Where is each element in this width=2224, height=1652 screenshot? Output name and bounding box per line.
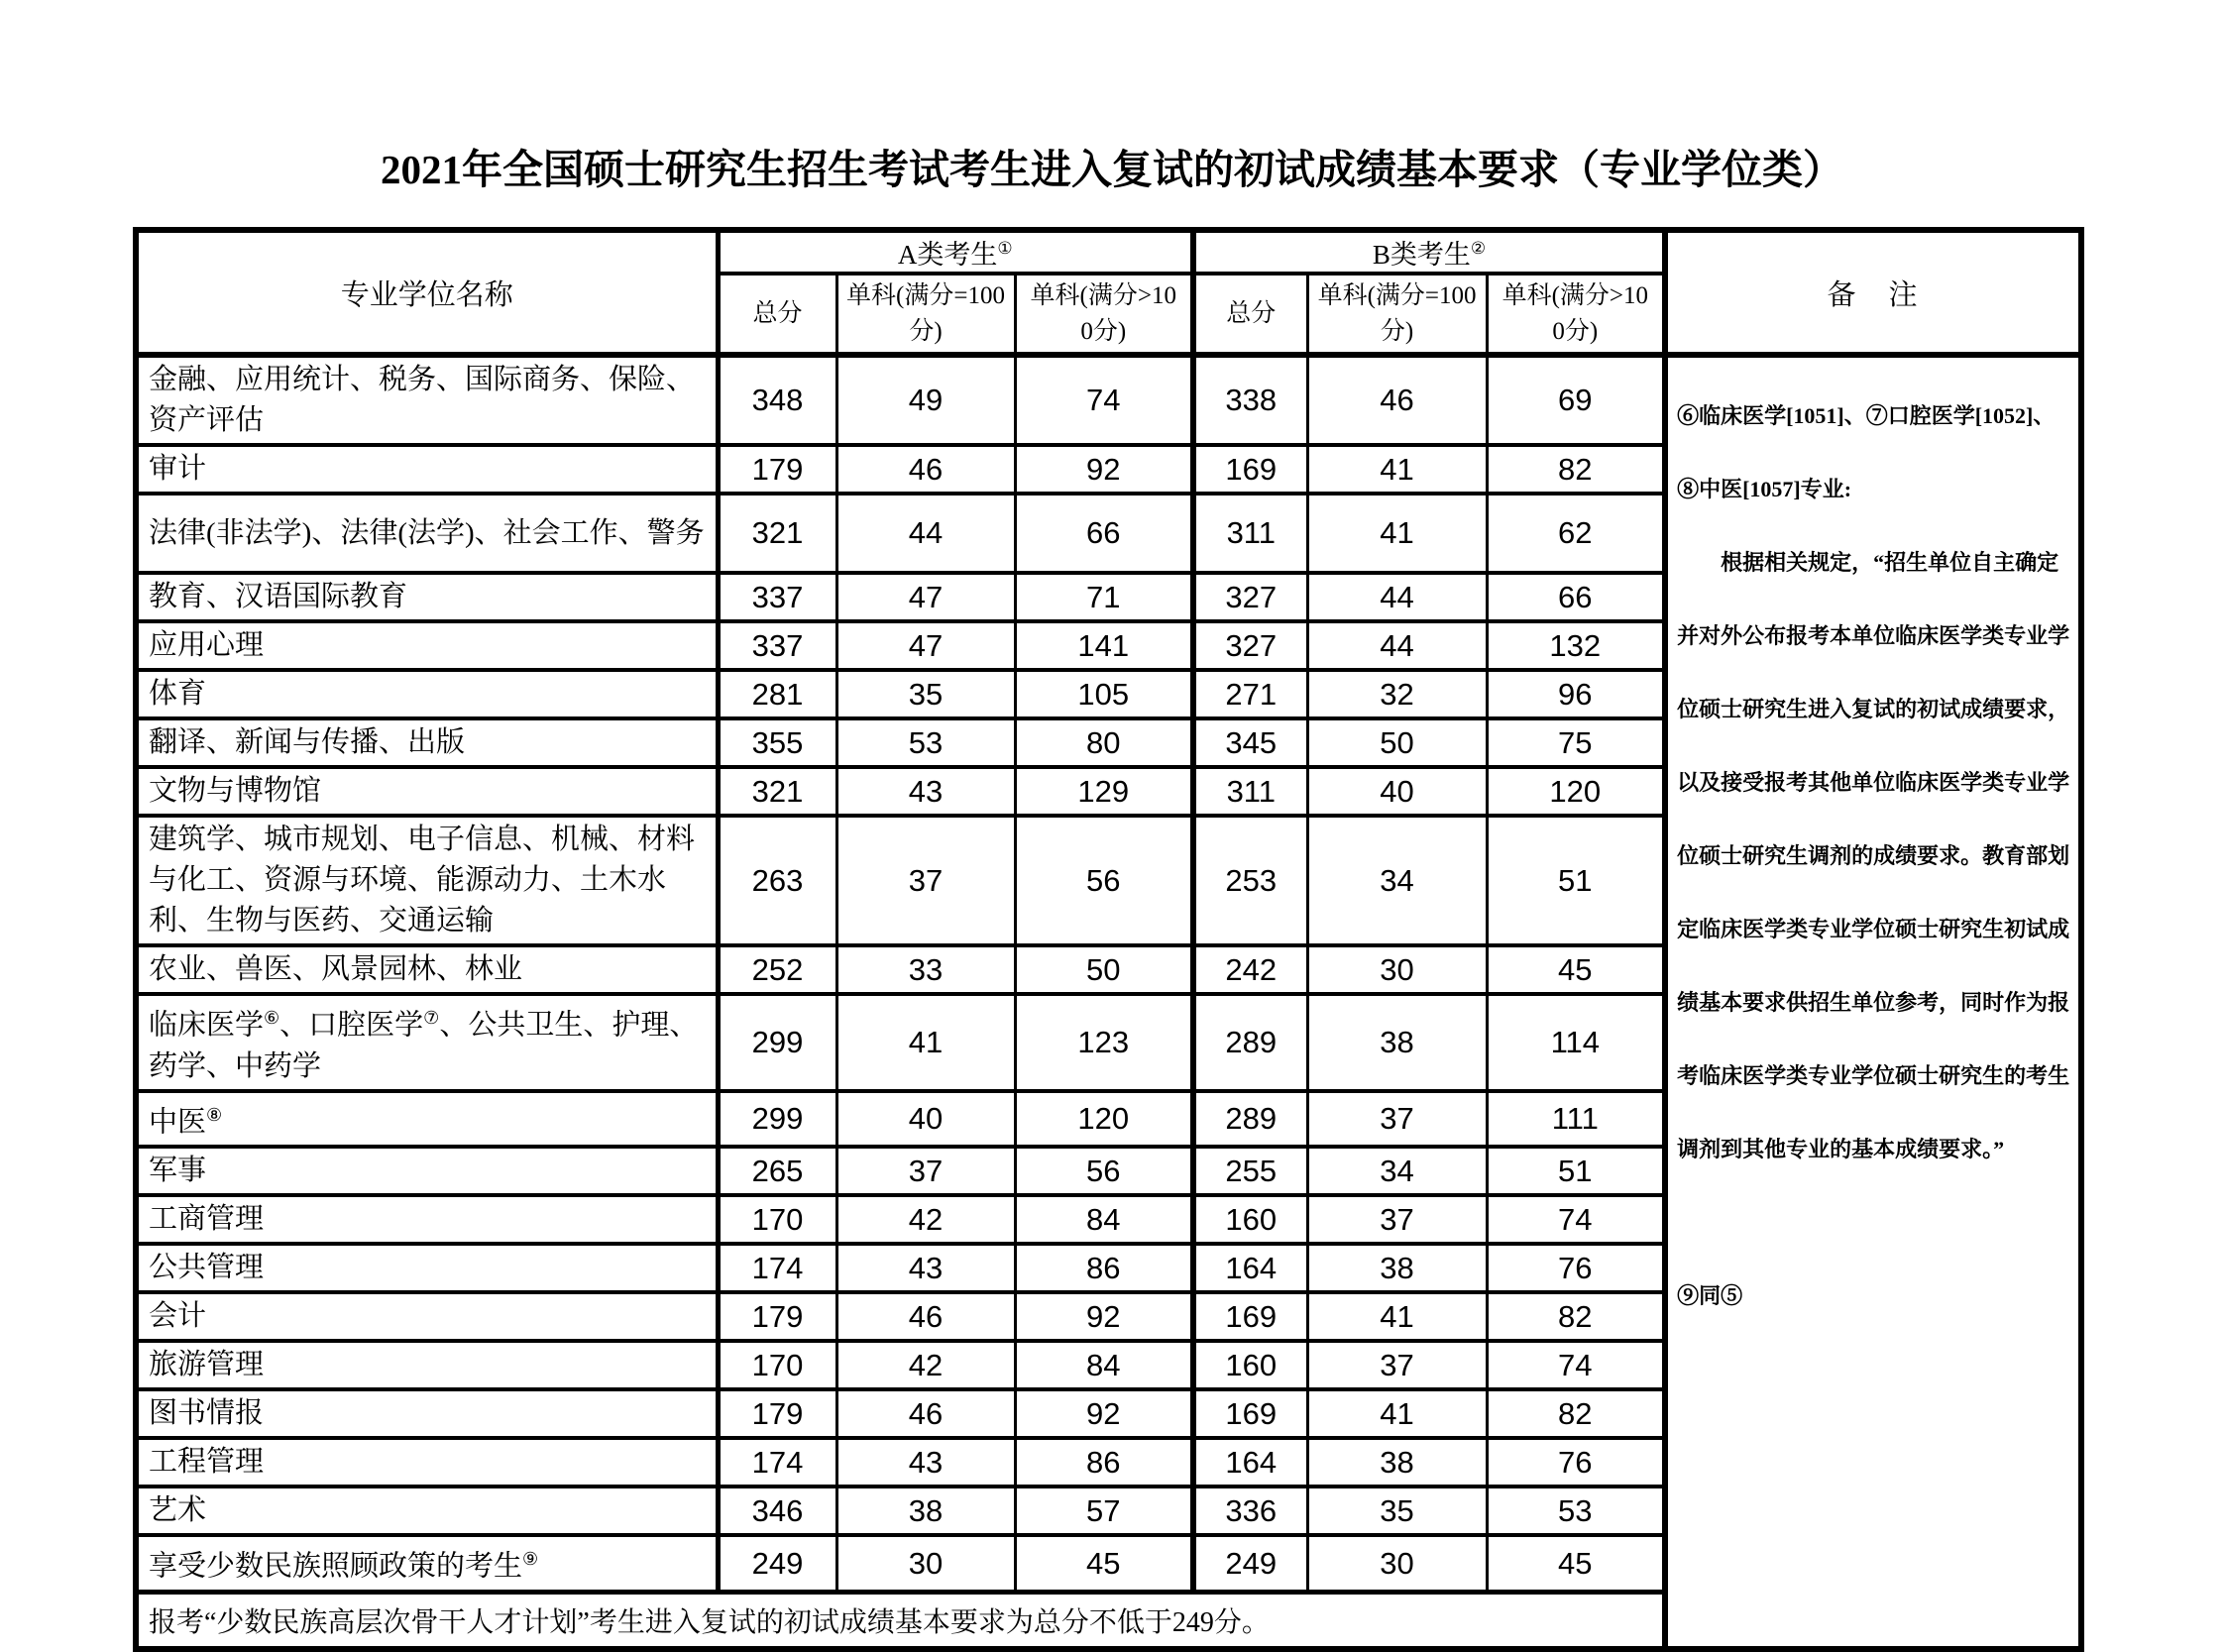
header-remarks: 备 注 [1665,230,2081,355]
score-cell: 74 [1487,1195,1665,1244]
score-cell: 105 [1015,670,1193,718]
score-cell: 327 [1193,573,1307,621]
score-cell: 132 [1487,621,1665,670]
remarks-cell [1665,355,2081,1649]
remark-line: 绩基本要求供招生单位参考，同时作为报 [1677,990,2070,1015]
degree-name-cell: 艺术 [136,1487,718,1535]
page-title: 2021年全国硕士研究生招生考试考生进入复试的初试成绩基本要求（专业学位类） [381,147,1843,192]
score-cell: 271 [1193,670,1307,718]
score-cell: 53 [1487,1487,1665,1535]
score-cell: 38 [836,1487,1015,1535]
score-table [133,227,2084,1652]
subheader-a-single-over100: 单科(满分>100分) [1015,274,1193,355]
score-cell: 336 [1193,1487,1307,1535]
degree-name-cell: 公共管理 [136,1244,718,1292]
score-cell: 62 [1487,494,1665,573]
score-cell: 114 [1487,994,1665,1091]
score-cell: 46 [836,1389,1015,1438]
score-cell: 75 [1487,718,1665,767]
score-cell: 35 [836,670,1015,718]
score-cell: 56 [1015,1147,1193,1195]
score-cell: 337 [718,621,836,670]
remark-line: 以及接受报考其他单位临床医学类专业学 [1677,770,2070,795]
score-cell: 33 [836,945,1015,994]
score-cell: 321 [718,767,836,816]
score-cell: 169 [1193,1292,1307,1341]
score-cell: 45 [1015,1535,1193,1592]
remark-line: 考临床医学类专业学位硕士研究生的考生 [1677,1063,2070,1088]
score-cell: 66 [1487,573,1665,621]
score-cell: 44 [1307,621,1487,670]
score-cell: 345 [1193,718,1307,767]
score-cell: 327 [1193,621,1307,670]
score-cell: 32 [1307,670,1487,718]
remark-line: ⑨同⑤ [1677,1283,1743,1308]
header-group-b-label: B类考生 [1372,240,1471,270]
score-cell: 170 [718,1341,836,1389]
remark-line: 位硕士研究生进入复试的初试成绩要求， [1677,697,2070,721]
score-cell: 40 [1307,767,1487,816]
score-cell: 255 [1193,1147,1307,1195]
score-cell: 44 [1307,573,1487,621]
score-cell: 346 [718,1487,836,1535]
score-cell: 355 [718,718,836,767]
score-cell: 164 [1193,1244,1307,1292]
score-cell: 66 [1015,494,1193,573]
remark-line: 调剂到其他专业的基本成绩要求。” [1677,1137,2005,1161]
score-cell: 41 [1307,1389,1487,1438]
remark-line: 并对外公布报考本单位临床医学类专业学 [1677,623,2070,648]
score-cell: 242 [1193,945,1307,994]
remark-line: 根据相关规定，“招生单位自主确定 [1677,550,2059,575]
score-cell: 53 [836,718,1015,767]
score-cell: 47 [836,621,1015,670]
score-cell: 338 [1193,355,1307,445]
score-cell: 44 [836,494,1015,573]
score-cell: 51 [1487,816,1665,945]
score-cell: 76 [1487,1244,1665,1292]
header-group-a-label: A类考生 [897,240,998,270]
score-cell: 30 [1307,945,1487,994]
degree-name-cell: 翻译、新闻与传播、出版 [136,718,718,767]
subheader-a-total: 总分 [718,274,836,355]
remark-line: ⑧中医[1057]专业: [1677,477,1852,501]
score-cell: 41 [836,994,1015,1091]
score-cell: 252 [718,945,836,994]
subheader-b-total: 总分 [1193,274,1307,355]
score-cell: 41 [1307,445,1487,494]
score-cell: 37 [1307,1341,1487,1389]
degree-name-cell: 文物与博物馆 [136,767,718,816]
score-cell: 92 [1015,1292,1193,1341]
score-cell: 170 [718,1195,836,1244]
score-cell: 38 [1307,1244,1487,1292]
score-cell: 47 [836,573,1015,621]
score-cell: 311 [1193,767,1307,816]
score-cell: 337 [718,573,836,621]
remark-line: ⑥临床医学[1051]、⑦口腔医学[1052]、 [1677,403,2056,428]
score-cell: 37 [1307,1091,1487,1148]
score-cell: 311 [1193,494,1307,573]
header-group-b [1193,230,1665,274]
score-cell: 169 [1193,445,1307,494]
score-cell: 74 [1015,355,1193,445]
score-cell: 76 [1487,1438,1665,1487]
score-cell: 43 [836,767,1015,816]
score-cell: 141 [1015,621,1193,670]
score-cell: 179 [718,445,836,494]
score-cell: 348 [718,355,836,445]
subheader-b-single-over100: 单科(满分>100分) [1487,274,1665,355]
degree-name-cell: 享受少数民族照顾政策的考生⑨ [136,1535,718,1592]
score-cell: 129 [1015,767,1193,816]
score-cell: 179 [718,1389,836,1438]
score-cell: 42 [836,1341,1015,1389]
score-cell: 51 [1487,1147,1665,1195]
score-cell: 120 [1015,1091,1193,1148]
degree-name-cell: 农业、兽医、风景园林、林业 [136,945,718,994]
score-cell: 57 [1015,1487,1193,1535]
score-cell: 84 [1015,1195,1193,1244]
score-cell: 281 [718,670,836,718]
score-cell: 56 [1015,816,1193,945]
score-cell: 82 [1487,445,1665,494]
score-cell: 38 [1307,994,1487,1091]
score-cell: 46 [836,1292,1015,1341]
footnote-mark-2: ② [1470,239,1487,258]
footnote-mark-1: ① [997,239,1013,258]
degree-name-cell: 旅游管理 [136,1341,718,1389]
score-cell: 69 [1487,355,1665,445]
score-cell: 164 [1193,1438,1307,1487]
score-cell: 35 [1307,1487,1487,1535]
degree-name-cell: 中医⑧ [136,1091,718,1148]
score-cell: 42 [836,1195,1015,1244]
score-cell: 299 [718,994,836,1091]
score-cell: 96 [1487,670,1665,718]
score-cell: 84 [1015,1341,1193,1389]
score-cell: 40 [836,1091,1015,1148]
score-cell: 299 [718,1091,836,1148]
score-cell: 249 [718,1535,836,1592]
header-group-a [718,230,1193,274]
score-cell: 86 [1015,1438,1193,1487]
degree-name-cell: 应用心理 [136,621,718,670]
degree-name-cell: 图书情报 [136,1389,718,1438]
degree-name-cell: 审计 [136,445,718,494]
score-cell: 37 [836,816,1015,945]
score-cell: 45 [1487,1535,1665,1592]
score-cell: 34 [1307,1147,1487,1195]
score-cell: 82 [1487,1389,1665,1438]
score-cell: 30 [836,1535,1015,1592]
score-cell: 71 [1015,573,1193,621]
score-cell: 160 [1193,1341,1307,1389]
score-cell: 74 [1487,1341,1665,1389]
score-cell: 50 [1307,718,1487,767]
degree-name-cell: 工程管理 [136,1438,718,1487]
score-cell: 37 [1307,1195,1487,1244]
score-cell: 80 [1015,718,1193,767]
table-body [136,355,2081,1649]
table-header [136,230,2081,355]
score-cell: 179 [718,1292,836,1341]
score-cell: 160 [1193,1195,1307,1244]
degree-name-cell: 教育、汉语国际教育 [136,573,718,621]
degree-name-cell: 建筑学、城市规划、电子信息、机械、材料与化工、资源与环境、能源动力、土木水利、生物与医药、交通运输 [136,816,718,945]
score-cell: 174 [718,1244,836,1292]
score-cell: 289 [1193,1091,1307,1148]
subheader-b-single100: 单科(满分=100分) [1307,274,1487,355]
score-cell: 30 [1307,1535,1487,1592]
table-row [136,355,2081,445]
score-cell: 265 [718,1147,836,1195]
score-cell: 263 [718,816,836,945]
score-cell: 123 [1015,994,1193,1091]
score-cell: 46 [836,445,1015,494]
score-cell: 111 [1487,1091,1665,1148]
score-cell: 43 [836,1244,1015,1292]
score-cell: 41 [1307,1292,1487,1341]
score-cell: 92 [1015,445,1193,494]
remark-line: 定临床医学类专业学位硕士研究生初试成 [1677,917,2070,941]
score-cell: 92 [1015,1389,1193,1438]
score-cell: 82 [1487,1292,1665,1341]
score-cell: 174 [718,1438,836,1487]
score-cell: 49 [836,355,1015,445]
score-cell: 249 [1193,1535,1307,1592]
score-cell: 289 [1193,994,1307,1091]
score-cell: 46 [1307,355,1487,445]
score-cell: 86 [1015,1244,1193,1292]
score-cell: 37 [836,1147,1015,1195]
score-cell: 34 [1307,816,1487,945]
degree-name-cell: 体育 [136,670,718,718]
remark-line [1677,1186,2074,1260]
footer-note-cell: 报考“少数民族高层次骨干人才计划”考生进入复试的初试成绩基本要求为总分不低于249分。 [136,1592,1665,1649]
subheader-a-single100: 单科(满分=100分) [836,274,1015,355]
remark-line: 位硕士研究生调剂的成绩要求。教育部划 [1677,843,2070,868]
score-cell: 120 [1487,767,1665,816]
score-cell: 43 [836,1438,1015,1487]
score-cell: 169 [1193,1389,1307,1438]
score-cell: 38 [1307,1438,1487,1487]
degree-name-cell: 会计 [136,1292,718,1341]
degree-name-cell: 金融、应用统计、税务、国际商务、保险、资产评估 [136,355,718,445]
score-cell: 253 [1193,816,1307,945]
degree-name-cell: 军事 [136,1147,718,1195]
score-cell: 45 [1487,945,1665,994]
degree-name-cell: 工商管理 [136,1195,718,1244]
score-cell: 41 [1307,494,1487,573]
score-cell: 321 [718,494,836,573]
score-cell: 50 [1015,945,1193,994]
degree-name-cell: 法律(非法学)、法律(法学)、社会工作、警务 [136,494,718,573]
header-degree-name: 专业学位名称 [136,230,718,355]
degree-name-cell: 临床医学⑥、口腔医学⑦、公共卫生、护理、药学、中药学 [136,994,718,1091]
